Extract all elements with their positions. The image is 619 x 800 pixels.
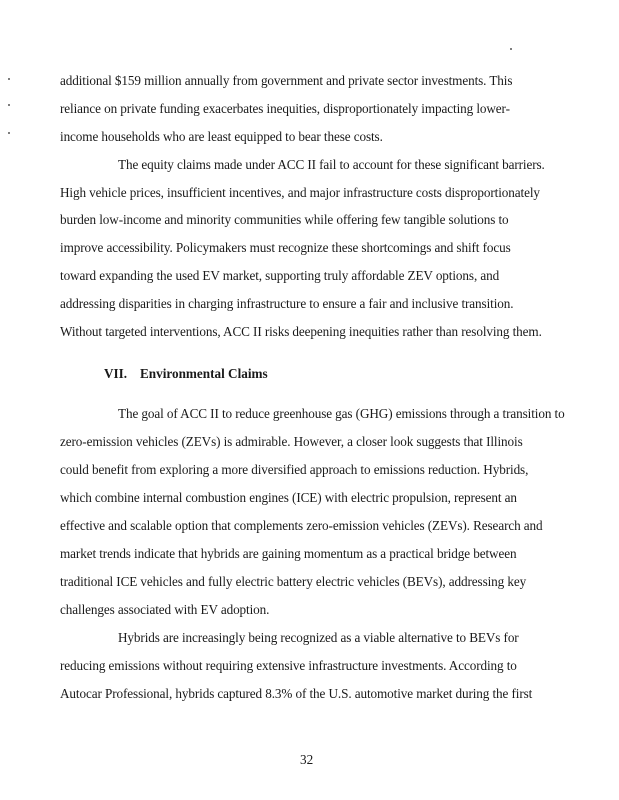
section-title: Environmental Claims xyxy=(140,366,268,381)
body-text-line: market trends indicate that hybrids are gaining momentum as a practical bridge between xyxy=(60,546,517,561)
body-text-line: addressing disparities in charging infrastructure to ensure a fair and inclusive transition. xyxy=(60,296,514,311)
body-text-line: improve accessibility. Policymakers must recognize these shortcomings and shift focus xyxy=(60,240,511,255)
body-text-line: The goal of ACC II to reduce greenhouse gas (GHG) emissions through a transition to xyxy=(118,406,565,421)
margin-mark xyxy=(8,78,10,80)
body-text-line: The equity claims made under ACC II fail to account for these significant barriers. xyxy=(118,157,545,172)
body-text-line: effective and scalable option that complements zero-emission vehicles (ZEVs). Research and xyxy=(60,518,543,533)
body-text-line: High vehicle prices, insufficient incentives, and major infrastructure costs disproportionately xyxy=(60,185,540,200)
body-text-line: Hybrids are increasingly being recognized as a viable alternative to BEVs for xyxy=(118,630,519,645)
body-text-line: toward expanding the used EV market, supporting truly affordable ZEV options, and xyxy=(60,268,500,283)
body-text-line: which combine internal combustion engines (ICE) with electric propulsion, represent an xyxy=(60,490,517,505)
body-text-line: Without targeted interventions, ACC II risks deepening inequities rather than resolving them. xyxy=(60,324,542,339)
page-number: 32 xyxy=(300,752,314,767)
body-text-line: reliance on private funding exacerbates inequities, disproportionately impacting lower- xyxy=(60,101,510,116)
section-number: VII. xyxy=(104,366,128,381)
body-text-line: reducing emissions without requiring extensive infrastructure investments. According to xyxy=(60,658,517,673)
body-text-line: burden low-income and minority communities while offering few tangible solutions to xyxy=(60,212,509,227)
margin-mark xyxy=(8,132,10,134)
body-text-line: Autocar Professional, hybrids captured 8.3% of the U.S. automotive market during the first xyxy=(60,686,533,701)
body-text-line: zero-emission vehicles (ZEVs) is admirable. However, a closer look suggests that Illinois xyxy=(60,434,523,449)
margin-mark xyxy=(8,104,10,106)
body-text-line: challenges associated with EV adoption. xyxy=(60,602,270,617)
body-text-line: income households who are least equipped to bear these costs. xyxy=(60,129,383,144)
body-text-line: traditional ICE vehicles and fully electric battery electric vehicles (BEVs), addressing key xyxy=(60,574,527,589)
margin-mark xyxy=(510,48,512,50)
body-text-line: additional $159 million annually from government and private sector investments. This xyxy=(60,73,513,88)
body-text-line: could benefit from exploring a more diversified approach to emissions reduction. Hybrids, xyxy=(60,462,529,477)
